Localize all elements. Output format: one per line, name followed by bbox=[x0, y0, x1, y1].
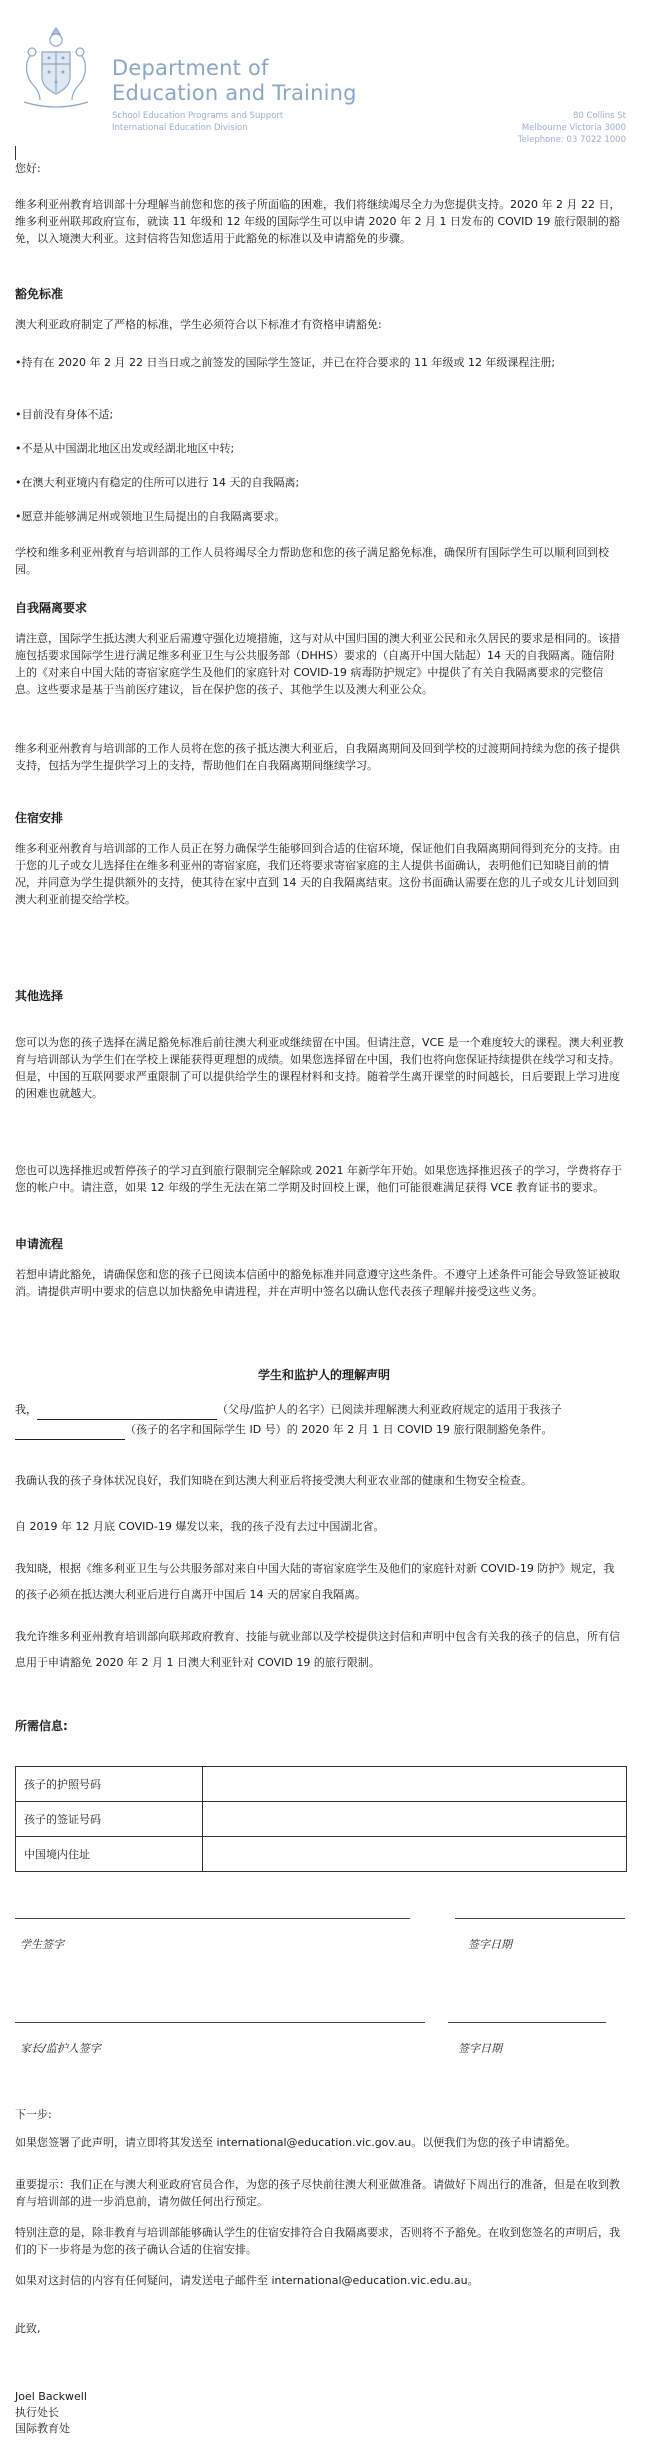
declaration-paragraph-5: 我允许维多利亚州教育培训部向联邦政府教育、技能与就业部以及学校提供这封信和声明中包含有关我的孩子的信息，所有信息用于申请豁免 2020 年 2 月 1 日澳大利亚针对 COVID 19 的旅行限制。 bbox=[15, 1630, 620, 1669]
student-signature-label: 学生签字 bbox=[20, 1938, 64, 1951]
guardian-name-blank[interactable] bbox=[37, 1400, 217, 1420]
declaration-paragraph-3: 自 2019 年 12 月底 COVID-19 爆发以来，我的孩子没有去过中国湖北省。 bbox=[15, 1520, 385, 1533]
table-row bbox=[16, 1837, 627, 1872]
next-steps-paragraph-1: 如果您签署了此声明，请立即将其发送至 international@education.vic.gov.au。以便我们为您的孩子申请豁免。 bbox=[15, 2136, 577, 2149]
next-steps-paragraph-3: 特别注意的是，除非教育与培训部能够确认学生的住宿安排符合自我隔离要求，否则将不予豁免。在收到您签名的声明后，我们的下一步将是为您的孩子确认合适的住宿安排。 bbox=[15, 2226, 620, 2256]
signer-title-2: 国际教育处 bbox=[15, 2422, 70, 2435]
declaration-text-b: （父母/监护人的名字）已阅读并理解澳大利亚政府规定的适用于我孩子 bbox=[217, 1403, 562, 1416]
criteria-item-4: •在澳大利亚境内有稳定的住所可以进行 14 天的自我隔离; bbox=[15, 476, 300, 489]
passport-number-label: 孩子的护照号码 bbox=[16, 1767, 203, 1802]
housing-paragraph: 维多利亚州教育与培训部的工作人员正在努力确保学生能够回到合适的住宿环境，保证他们自我隔离期间得到充分的支持。由于您的儿子或女儿选择住在维多利亚州的寄宿家庭，我们还将要求寄宿家庭的主人提供书面确认，表明他们已知晓目前的情况，并同意为学生提供额外的支持，使其待在家中直到 14 天的自我隔离结束。这份书面确认需要在您的儿子或女儿计划回到澳大利亚前提交给学校。 bbox=[15, 842, 620, 906]
address-block bbox=[518, 110, 626, 146]
student-signature-line[interactable] bbox=[15, 1918, 410, 1919]
visa-number-label: 孩子的签证号码 bbox=[16, 1802, 203, 1837]
division-info bbox=[112, 110, 283, 134]
department-name bbox=[112, 56, 357, 106]
other-options-heading: 其他选择 bbox=[15, 989, 64, 1003]
process-heading: 申请流程 bbox=[15, 1237, 64, 1251]
visa-number-field[interactable] bbox=[203, 1802, 627, 1837]
text-cursor bbox=[15, 146, 16, 160]
department-line-1: Department of bbox=[112, 56, 269, 80]
next-steps-paragraph-4: 如果对这封信的内容有任何疑问，请发送电子邮件至 international@education.vic.edu.au。 bbox=[15, 2274, 479, 2287]
parent-signature-line[interactable] bbox=[15, 2022, 425, 2023]
next-steps-paragraph-2: 重要提示：我们正在与澳大利亚政府官员合作，为您的孩子尽快前往澳大利亚做准备。请做好下周出行的准备，但是在收到教育与培训部的进一步消息前，请勿做任何出行预定。 bbox=[15, 2178, 620, 2208]
criteria-item-2: •目前没有身体不适; bbox=[15, 408, 114, 421]
other-options-paragraph-1: 您可以为您的孩子选择在满足豁免标准后前往澳大利亚或继续留在中国。但请注意，VCE 是一个难度较大的课程。澳大利亚教育与培训部认为学生们在学校上课能获得更理想的成绩。如果您选择留在中国，我们也将向您保证持续提供在线学习和支持。但是，中国的互联网要求严重限制了可以提供给学生的课程材料和支持。随着学生离开课堂的时间越长，日后要跟上学习进度的困难也就越大。 bbox=[15, 1036, 624, 1100]
intro-paragraph: 维多利亚州教育培训部十分理解当前您和您的孩子所面临的困难，我们将继续竭尽全力为您提供支持。2020 年 2 月 22 日，维多利亚州联邦政府宣布，就读 11 年级和 12 年级的国际学生可以申请 2020 年 2 月 1 日发布的 COVID 19 旅行限制的豁免，以入境澳大利亚。这封信将告知您适用于此豁免的标准以及申请豁免的步骤。 bbox=[15, 198, 621, 245]
division-line-1: School Education Programs and Support bbox=[112, 111, 284, 121]
housing-heading: 住宿安排 bbox=[15, 811, 64, 825]
child-name-id-blank[interactable] bbox=[15, 1420, 125, 1440]
telephone-line: Telephone: 03 7022 1000 bbox=[517, 135, 626, 145]
table-row bbox=[16, 1802, 627, 1837]
parent-signature-label: 家长/监护人签字 bbox=[20, 2042, 101, 2055]
next-steps-title: 下一步: bbox=[15, 2108, 52, 2121]
student-date-line[interactable] bbox=[455, 1918, 625, 1919]
declaration-paragraph-2: 我确认我的孩子身体状况良好，我们知晓在到达澳大利亚后将接受澳大利亚农业部的健康和生物安全检查。 bbox=[15, 1474, 532, 1487]
signer-name: Joel Backwell bbox=[15, 2390, 87, 2403]
student-date-label: 签字日期 bbox=[468, 1938, 512, 1951]
division-line-2: International Education Division bbox=[112, 123, 248, 133]
criteria-outro: 学校和维多利亚州教育与培训部的工作人员将竭尽全力帮助您和您的孩子满足豁免标准，确保所有国际学生可以顺利回到校园。 bbox=[15, 546, 609, 576]
other-options-paragraph-2: 您也可以选择推迟或暂停孩子的学习直到旅行限制完全解除或 2021 年新学年开始。如果您选择推迟孩子的学习，学费将存于您的帐户中。请注意，如果 12 年级的学生无法在第二学期及时回校上课，他们可能很难满足获得 VCE 教育证书的要求。 bbox=[15, 1164, 622, 1194]
criteria-item-5: •愿意并能够满足州或领地卫生局提出的自我隔离要求。 bbox=[15, 510, 286, 523]
isolation-paragraph-1: 请注意，国际学生抵达澳大利亚后需遵守强化边境措施，这与对从中国归国的澳大利亚公民和永久居民的要求是相同的。该措施包括要求国际学生进行满足维多利亚卫生与公共服务部（DHHS）要求的（自离开中国大陆起）14 天的自我隔离。随信附上的《对来自中国大陆的寄宿家庭学生及他们的家庭针对 COVID-19 病毒防护规定》中提供了有关自我隔离要求的完整信息。这些要求是基于当前医疗建议，旨在保护您的孩子、其他学生以及澳大利亚公众。 bbox=[15, 632, 620, 696]
process-paragraph: 若想申请此豁免，请确保您和您的孩子已阅读本信函中的豁免标准并同意遵守这些条件。不遵守上述条件可能会导致签证被取消。请提供声明中要求的信息以加快豁免申请进程，并在声明中签名以确认您代表孩子理解并接受这些义务。 bbox=[15, 1268, 620, 1298]
declaration-title: 学生和监护人的理解声明 bbox=[257, 1368, 390, 1382]
address-line-2: Melbourne Victoria 3000 bbox=[521, 123, 626, 133]
department-line-2: Education and Training bbox=[112, 81, 357, 105]
signer-title-1: 执行处长 bbox=[15, 2406, 59, 2419]
parent-date-label: 签字日期 bbox=[458, 2042, 502, 2055]
table-row bbox=[16, 1767, 627, 1802]
required-info-heading: 所需信息: bbox=[15, 1719, 68, 1733]
address-line-1: 80 Collins St bbox=[573, 111, 626, 121]
declaration-paragraph-1 bbox=[15, 1400, 625, 1440]
criteria-item-3: •不是从中国湖北地区出发或经湖北地区中转; bbox=[15, 442, 235, 455]
china-address-field[interactable] bbox=[203, 1837, 627, 1872]
greeting: 您好: bbox=[15, 162, 41, 175]
isolation-heading: 自我隔离要求 bbox=[15, 601, 88, 615]
passport-number-field[interactable] bbox=[203, 1767, 627, 1802]
victoria-coat-of-arms-logo bbox=[16, 22, 96, 110]
china-address-label: 中国境内住址 bbox=[16, 1837, 203, 1872]
criteria-intro: 澳大利亚政府制定了严格的标准，学生必须符合以下标准才有资格申请豁免: bbox=[15, 318, 382, 331]
criteria-item-1: •持有在 2020 年 2 月 22 日当日或之前签发的国际学生签证，并已在符合要求的 11 年级或 12 年级课程注册; bbox=[15, 356, 556, 369]
declaration-text-a: 我， bbox=[15, 1403, 37, 1416]
declaration-text-c: （孩子的名字和国际学生 ID 号）的 2020 年 2 月 1 日 COVID 19 旅行限制豁免条件。 bbox=[125, 1423, 553, 1436]
parent-date-line[interactable] bbox=[448, 2022, 606, 2023]
isolation-paragraph-2: 维多利亚州教育与培训部的工作人员将在您的孩子抵达澳大利亚后，自我隔离期间及回到学校的过渡期间持续为您的孩子提供支持，包括为学生提供学习上的支持，帮助他们在自我隔离期间继续学习。 bbox=[15, 742, 620, 772]
closing: 此致, bbox=[15, 2322, 41, 2335]
required-info-table bbox=[15, 1766, 627, 1872]
declaration-paragraph-4: 我知晓，根据《维多利亚卫生与公共服务部对来自中国大陆的寄宿家庭学生及他们的家庭针对新 COVID-19 防护》规定，我的孩子必须在抵达澳大利亚后进行自离开中国后 14 天的居家自我隔离。 bbox=[15, 1562, 615, 1601]
criteria-heading: 豁免标准 bbox=[15, 287, 64, 301]
